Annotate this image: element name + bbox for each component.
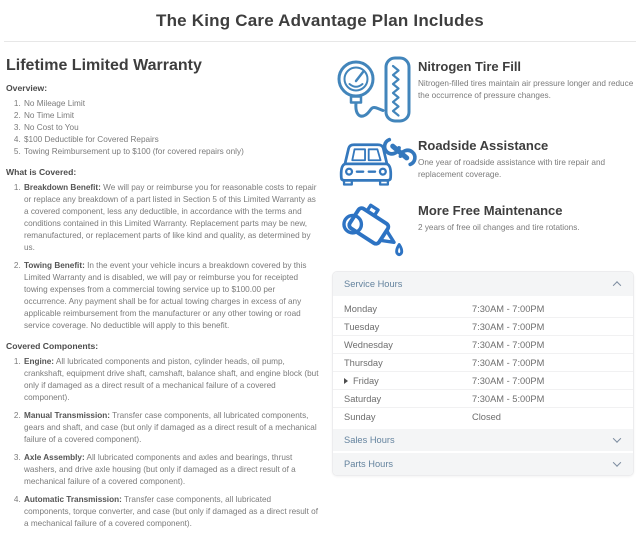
table-row [333, 336, 633, 354]
component-label: Manual Transmission: [24, 411, 110, 420]
time-cell: 7:30AM - 7:00PM [472, 375, 545, 386]
covered-list [6, 182, 320, 332]
feature-text [418, 199, 580, 234]
list-item: 1. No Mileage Limit [23, 98, 320, 110]
component-text: Transfer case components, all lubricated components, gears and shaft, and case (but only if damaged as a direct result of a mechanical failure of a covered component). [24, 411, 317, 444]
accordion-service-hours[interactable] [333, 272, 633, 296]
page-title: The King Care Advantage Plan Includes [156, 11, 484, 30]
hours-accordion [332, 271, 634, 476]
benefit-label: Breakdown Benefit: [24, 183, 101, 192]
feature-text [418, 55, 634, 102]
list-item [23, 494, 320, 530]
benefit-text: We will pay or reimburse you for reasonable costs to repair or replace any breakdown of a part listed in Section 5 of this Limited Warranty as a covered component, less any deductible, in accordance with the terms and conditions contained in this Limited Warranty. Replacement parts may be new, remanufactured, or replacement parts of like kind and quality, as determined by us. [24, 183, 317, 252]
day-cell: Sunday [344, 411, 376, 422]
time-cell: 7:30AM - 7:00PM [472, 303, 545, 314]
warranty-heading: Lifetime Limited Warranty [6, 57, 202, 74]
table-row [333, 390, 633, 408]
benefit-label: Towing Benefit: [24, 261, 85, 270]
accordion-label: Service Hours [344, 279, 403, 289]
table-row [333, 300, 633, 318]
list-item [23, 182, 320, 254]
feature-more-free-maintenance [332, 199, 634, 261]
day-cell: Monday [344, 303, 378, 314]
time-cell: 7:30AM - 7:00PM [472, 321, 545, 332]
feature-roadside-assistance [332, 134, 634, 192]
time-cell: 7:30AM - 7:00PM [472, 339, 545, 350]
accordion-label: Parts Hours [344, 459, 394, 469]
chevron-down-icon [613, 458, 621, 466]
table-row [333, 408, 633, 425]
tire-pressure-gauge-icon [332, 55, 418, 127]
feature-description: Nitrogen-filled tires maintain air pressure longer and reduce the occurrence of pressure changes. [418, 79, 634, 100]
day-cell: Thursday [344, 357, 383, 368]
component-label: Automatic Transmission: [24, 495, 122, 504]
feature-heading: More Free Maintenance [418, 203, 563, 218]
components-list [6, 356, 320, 530]
feature-description: One year of roadside assistance with tire repair and replacement coverage. [418, 158, 606, 179]
component-text: All lubricated components and axles and bearings, thrust washers, and drive axle housing (but only if damaged as a direct result of a mechanical failure of a covered component). [24, 453, 296, 486]
overview-list [6, 98, 320, 158]
day-cell: Wednesday [344, 339, 393, 350]
time-cell: 7:30AM - 7:00PM [472, 357, 545, 368]
covered-components-label: Covered Components: [6, 341, 99, 351]
oil-can-icon [332, 199, 418, 261]
list-item [23, 260, 320, 332]
time-cell: 7:30AM - 5:00PM [472, 393, 545, 404]
component-label: Engine: [24, 357, 55, 366]
feature-heading: Nitrogen Tire Fill [418, 59, 522, 74]
component-label: Axle Assembly: [24, 453, 85, 462]
today-marker-icon [344, 378, 348, 384]
page-header [4, 0, 636, 42]
chevron-up-icon [613, 281, 621, 289]
time-cell: Closed [472, 411, 501, 422]
feature-nitrogen-tire-fill [332, 55, 634, 127]
list-item [23, 410, 320, 446]
feature-text [418, 134, 634, 181]
feature-heading: Roadside Assistance [418, 138, 549, 153]
list-item [23, 356, 320, 404]
day-cell [344, 376, 472, 386]
list-item: 2. No Time Limit [23, 110, 320, 122]
warranty-section [6, 55, 320, 534]
list-item: 5. Towing Reimbursement up to $100 (for covered repairs only) [23, 146, 320, 158]
list-item: 3. No Cost to You [23, 122, 320, 134]
list-item [23, 452, 320, 488]
car-wrench-icon [332, 134, 418, 192]
accordion-label: Sales Hours [344, 435, 395, 445]
table-row-today [333, 372, 633, 390]
benefit-text: In the event your vehicle incurs a breakdown covered by this Limited Warranty and is disabled, we will pay or reimburse you for receipted towing expenses from a commercial towing service up to $100.00 per occurrence. Any payment shall be for actual towing charges in excess of any applicable reimbursement from the manufacturer or any other towing or road service coverage. No deductible will apply to this benefit. [24, 261, 307, 330]
accordion-sales-hours[interactable] [333, 429, 633, 451]
what-is-covered-label: What is Covered: [6, 167, 77, 177]
list-item: 4. $100 Deductible for Covered Repairs [23, 134, 320, 146]
component-text: All lubricated components and piston, cylinder heads, oil pump, crankshaft, equipment drive shaft, camshaft, balance shaft, and engine block (but only if damaged as a direct result of a mechanical failure of a covered component). [24, 357, 319, 402]
day-cell: Saturday [344, 393, 382, 404]
content-columns [0, 42, 640, 534]
table-row [333, 318, 633, 336]
overview-label: Overview: [6, 83, 48, 93]
day-cell: Tuesday [344, 321, 380, 332]
component-text: Transfer case components, all lubricated components, torque converter, and case (but only if damaged as a direct result of a mechanical failure of a covered component). [24, 495, 319, 528]
service-hours-table [333, 296, 633, 429]
chevron-down-icon [613, 434, 621, 442]
benefits-section [332, 55, 634, 534]
accordion-parts-hours[interactable] [333, 451, 633, 475]
day-label: Friday [353, 375, 379, 386]
table-row [333, 354, 633, 372]
feature-description: 2 years of free oil changes and tire rotations. [418, 223, 580, 232]
